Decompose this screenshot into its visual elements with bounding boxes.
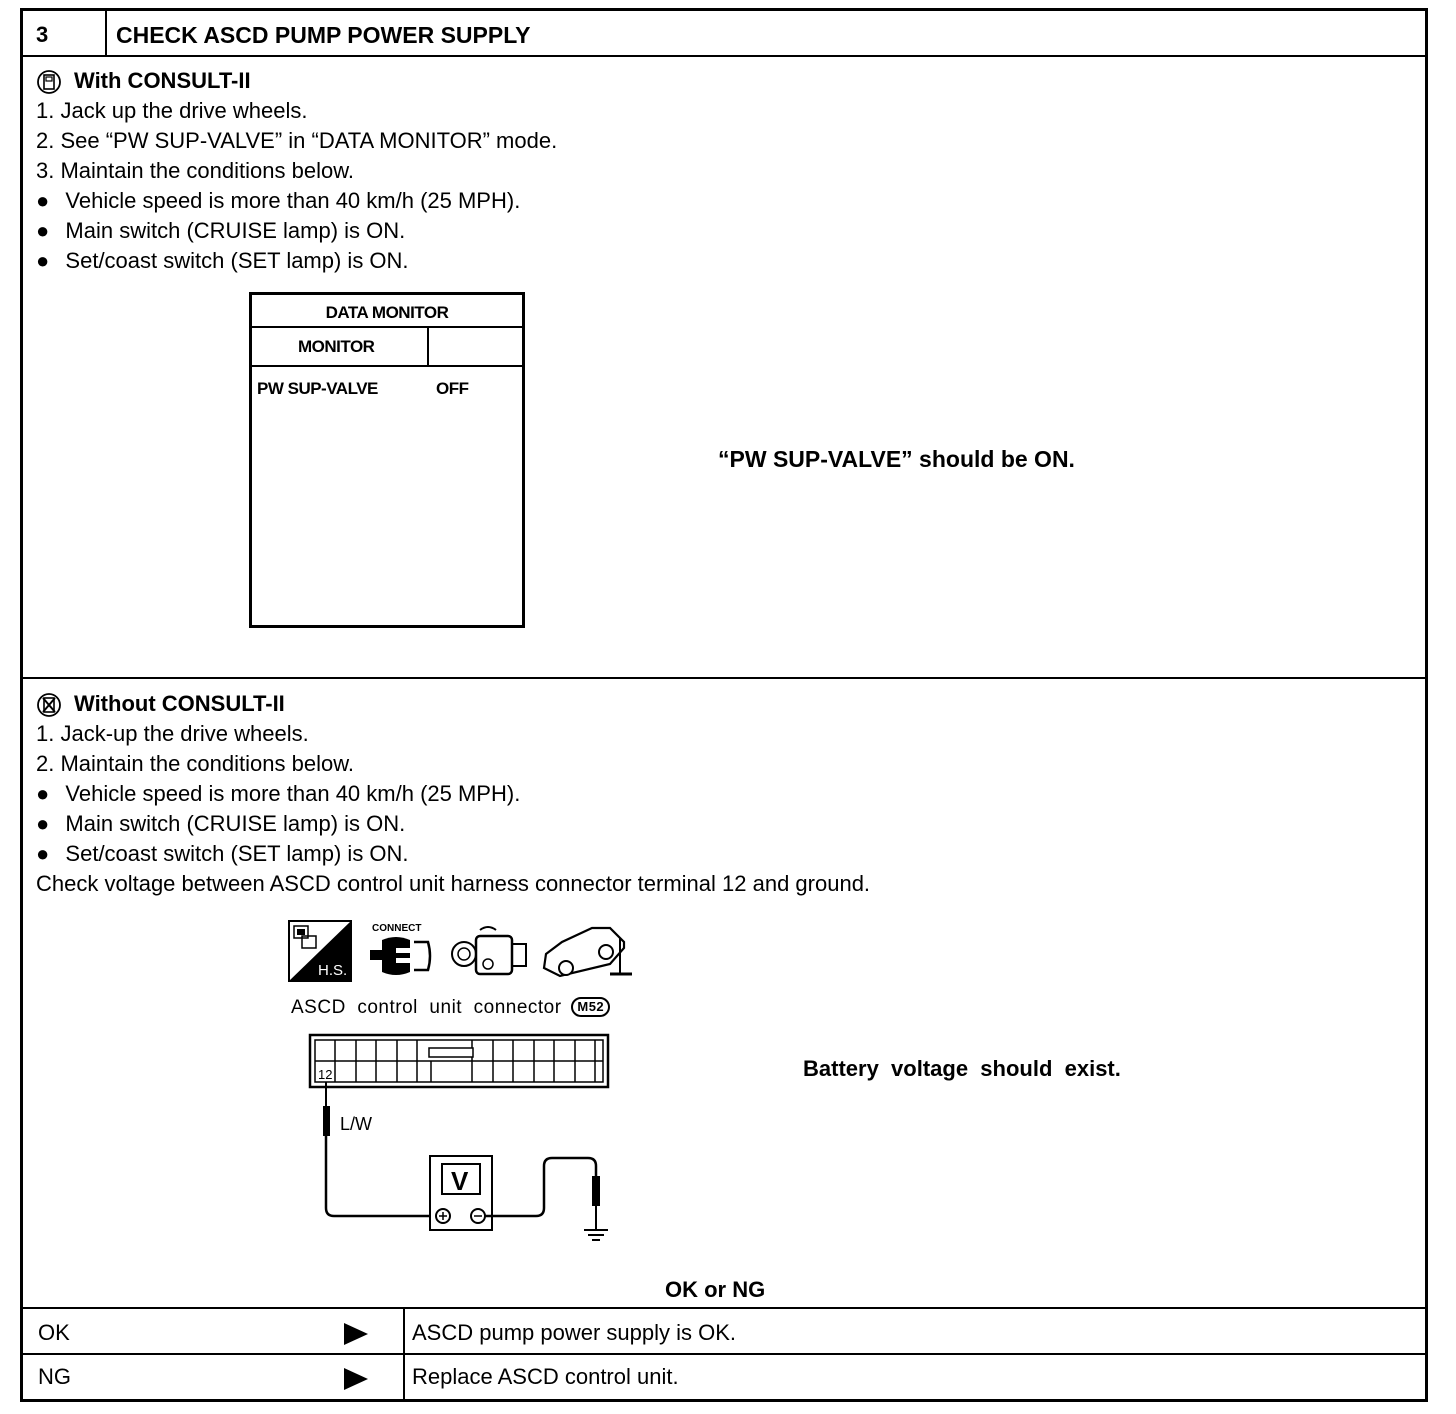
no-consult-icon (36, 692, 62, 718)
step-number: 3 (36, 22, 49, 47)
with-consult-heading: With CONSULT-II (74, 68, 251, 93)
noconsult-condition-3 (36, 839, 409, 869)
bullet-icon: ● (36, 188, 50, 213)
meter-symbol: V (451, 1166, 469, 1196)
noconsult-condition-2 (36, 809, 405, 839)
check-voltage-text: Check voltage between ASCD control unit harness connector terminal 12 and ground. (36, 871, 871, 896)
connect-label: CONNECT (372, 923, 422, 934)
connector-id-badge: M52 (571, 997, 610, 1017)
data-monitor-title: DATA MONITOR (325, 303, 449, 322)
frame-bottom (20, 1399, 1428, 1402)
consult-condition-2 (36, 216, 405, 246)
header-bottom-rule (20, 55, 1428, 57)
without-consult-heading: Without CONSULT-II (74, 691, 285, 716)
consult-step-1: 1. Jack up the drive wheels. (36, 98, 308, 123)
monitor-col-divider (427, 326, 429, 366)
bullet-icon: ● (36, 841, 50, 866)
connector-diagram (300, 1030, 620, 1260)
monitor-rule-1 (252, 326, 522, 328)
section-divider (20, 677, 1428, 679)
consult-step-2: 2. See “PW SUP-VALVE” in “DATA MONITOR” mode. (36, 128, 558, 153)
result-top-rule (20, 1307, 1428, 1309)
result-status-ng: NG (38, 1364, 71, 1389)
terminal-12-label: 12 (318, 1067, 333, 1082)
connector-label-text: ASCD control unit connector (291, 997, 562, 1018)
result-action-ng: Replace ASCD control unit. (412, 1364, 679, 1389)
result-middle-rule (20, 1353, 1428, 1355)
arrow-right-icon (344, 1368, 368, 1390)
noconsult-condition-1 (36, 779, 520, 809)
consult-step-3: 3. Maintain the conditions below. (36, 158, 354, 183)
noconsult-step-1: 1. Jack-up the drive wheels. (36, 721, 309, 746)
frame-right (1425, 8, 1428, 1402)
consult-condition-1 (36, 186, 520, 216)
header-divider (105, 8, 107, 56)
condition-text: Set/coast switch (SET lamp) is ON. (65, 841, 409, 866)
ok-or-ng-label: OK or NG (665, 1277, 766, 1302)
frame-left (20, 8, 23, 1402)
bullet-icon: ● (36, 218, 50, 243)
frame-top (20, 8, 1428, 11)
result-action-ok: ASCD pump power supply is OK. (412, 1320, 737, 1345)
connect-icon (366, 920, 438, 982)
bullet-icon: ● (36, 248, 50, 273)
noconsult-expected: Battery voltage should exist. (803, 1056, 1121, 1081)
condition-text: Main switch (CRUISE lamp) is ON. (65, 811, 406, 836)
monitor-header: MONITOR (298, 337, 375, 356)
monitor-value: OFF (436, 379, 469, 398)
monitor-rule-2 (252, 365, 522, 367)
ignition-switch-icon (450, 920, 530, 982)
monitor-item: PW SUP-VALVE (257, 379, 378, 398)
step-title: CHECK ASCD PUMP POWER SUPPLY (116, 22, 531, 48)
consult-expected: “PW SUP-VALVE” should be ON. (718, 446, 1075, 472)
condition-text: Main switch (CRUISE lamp) is ON. (65, 218, 406, 243)
condition-text: Vehicle speed is more than 40 km/h (25 MPH). (65, 188, 521, 213)
hs-label: H.S. (318, 962, 348, 979)
bullet-icon: ● (36, 781, 50, 806)
data-monitor-box (249, 292, 525, 628)
noconsult-step-2: 2. Maintain the conditions below. (36, 751, 354, 776)
harness-side-icon (288, 920, 352, 982)
consult-icon (36, 69, 62, 95)
result-column-divider (403, 1307, 405, 1401)
condition-text: Set/coast switch (SET lamp) is ON. (65, 248, 409, 273)
condition-text: Vehicle speed is more than 40 km/h (25 MPH). (65, 781, 521, 806)
wire-color-label: L/W (340, 1114, 373, 1134)
connector-label (291, 997, 610, 1019)
arrow-right-icon (344, 1323, 368, 1345)
bullet-icon: ● (36, 811, 50, 836)
vehicle-ground-icon (540, 920, 636, 982)
consult-condition-3 (36, 246, 409, 276)
result-status-ok: OK (38, 1320, 70, 1345)
